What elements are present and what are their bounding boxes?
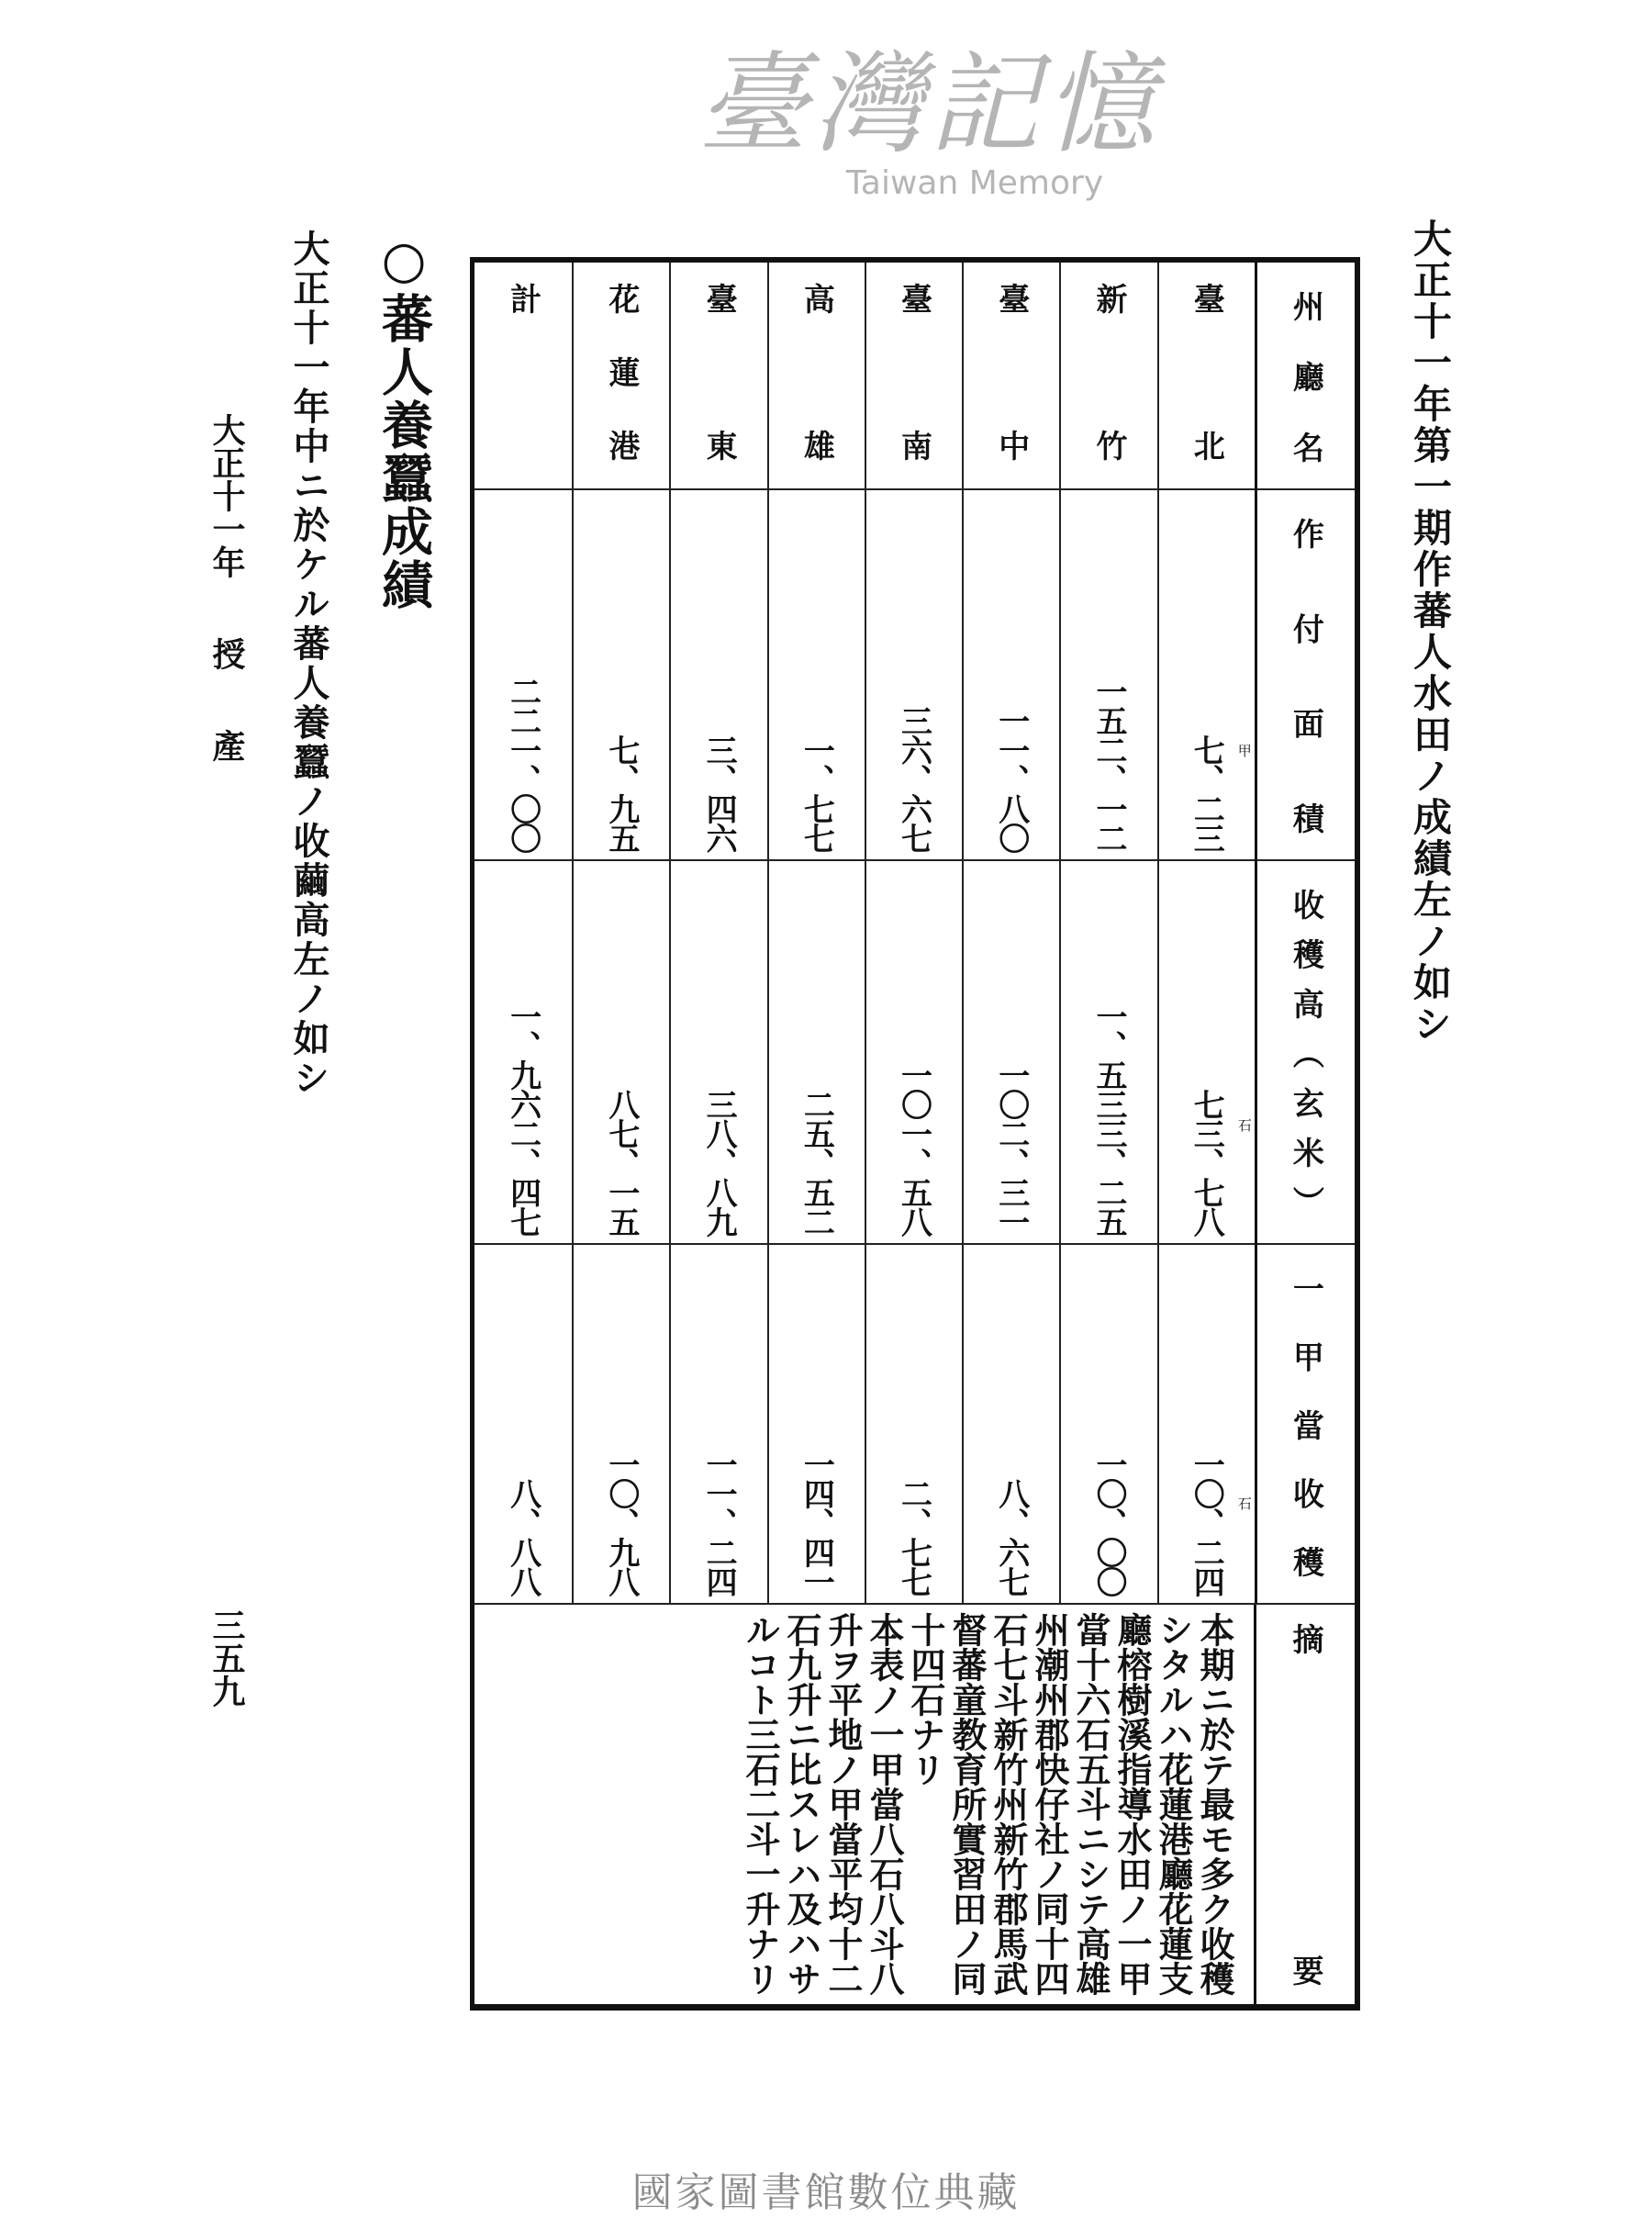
header-column xyxy=(1255,263,1355,1603)
table-column xyxy=(767,263,865,1603)
header-per-kou-cell xyxy=(1257,1245,1355,1603)
per-kou-value-cell xyxy=(1061,1245,1156,1603)
remarks-line: 石七斗新竹州新竹郡馬武 xyxy=(988,1612,1029,1996)
planted-area-value: 一一、八〇 xyxy=(992,705,1030,852)
table-column xyxy=(1157,263,1255,1603)
watermark-chinese: 臺灣記憶 xyxy=(698,41,1160,169)
harvest-value: 一、五三三、二五 xyxy=(1089,1001,1127,1236)
table-column xyxy=(572,263,669,1603)
prefecture-name-cell xyxy=(574,263,669,490)
watermark-english: Taiwan Memory xyxy=(845,164,1104,202)
remarks-text xyxy=(740,1612,1235,1996)
per-kou-value-cell xyxy=(769,1245,865,1603)
remarks-line: 廳榕樹溪指導水田ノ一甲 xyxy=(1111,1612,1153,1996)
harvest-value: 八七、一五 xyxy=(602,1089,640,1236)
per-kou-value-cell xyxy=(866,1245,962,1603)
header-harvest-cell xyxy=(1257,861,1355,1245)
harvest-value: 三八、八九 xyxy=(700,1089,738,1236)
planted-area-value: 七、九五 xyxy=(602,734,640,852)
harvest-value-cell xyxy=(574,861,669,1245)
section-subtitle: 大正十一年中ニ於ケル蕃人養蠶ノ收繭高左ノ如シ xyxy=(287,230,330,1098)
harvest-value-cell xyxy=(1061,861,1156,1245)
planted-area-value: 三六、六七 xyxy=(895,705,932,852)
prefecture-name: 臺中 xyxy=(992,283,1030,461)
remarks-line: 本期ニ於テ最モ多ク收穫 xyxy=(1194,1612,1235,1996)
harvest-value-cell xyxy=(866,861,962,1245)
header-remarks-cell xyxy=(1254,1605,1355,2004)
planted-area-value: 七、二三 xyxy=(1188,734,1225,852)
remarks-line: 州潮州郡快仔社ノ同十四 xyxy=(1029,1612,1070,1996)
remarks-line: 升ヲ平地ノ甲當平均十二 xyxy=(822,1612,864,1996)
header-remarks: 摘要 xyxy=(1287,1623,1323,1986)
table-column xyxy=(962,263,1059,1603)
planted-area-value: 二二一、〇〇 xyxy=(504,676,541,852)
remarks-line: 本表ノ一甲當八石八斗八 xyxy=(864,1612,905,1996)
harvest-value: 一〇二、三一 xyxy=(992,1059,1030,1236)
unit-label: 石 xyxy=(1237,1117,1252,1134)
harvest-value: 一〇一、五八 xyxy=(895,1059,932,1236)
remarks-line: 督蕃童教育所實習田ノ同 xyxy=(946,1612,988,1996)
header-prefecture-cell xyxy=(1257,263,1355,490)
harvest-value-cell xyxy=(671,861,766,1245)
harvest-value-cell xyxy=(769,861,865,1245)
per-kou-value-cell xyxy=(671,1245,766,1603)
prefecture-name: 花蓮港 xyxy=(602,283,640,461)
header-planted-area: 作付面積 xyxy=(1287,518,1324,834)
planted-area-value-cell xyxy=(1159,490,1255,861)
per-kou-value-cell xyxy=(474,1245,572,1603)
per-kou-value: 一四、四一 xyxy=(798,1449,835,1596)
table-column xyxy=(474,263,572,1603)
footer-watermark: 國家圖書館數位典藏 xyxy=(631,2169,1021,2216)
per-kou-value: 一〇、〇〇 xyxy=(1089,1449,1127,1596)
per-kou-value-cell xyxy=(964,1245,1059,1603)
header-per-kou: 一甲當收穫 xyxy=(1287,1272,1324,1577)
table-column xyxy=(1059,263,1156,1603)
prefecture-name-cell xyxy=(866,263,962,490)
remarks-line: 石九升ニ比スレハ及ハサ xyxy=(781,1612,822,1996)
prefecture-name: 臺南 xyxy=(895,283,932,461)
section-title: ○蕃人養蠶成績 xyxy=(374,230,434,611)
planted-area-value-cell xyxy=(769,490,865,861)
per-kou-value: 八、八八 xyxy=(504,1478,541,1596)
harvest-value: 七三、七八 xyxy=(1188,1089,1225,1236)
planted-area-value-cell xyxy=(671,490,766,861)
harvest-value-cell xyxy=(1159,861,1255,1245)
watermark-logo xyxy=(698,41,1160,202)
header-harvest: 收穫高（玄米） xyxy=(1287,889,1324,1217)
prefecture-name-cell xyxy=(671,263,766,490)
per-kou-value-cell xyxy=(574,1245,669,1603)
table-column xyxy=(669,263,766,1603)
running-header-year: 大正十一年 xyxy=(207,413,246,578)
harvest-value-cell xyxy=(474,861,572,1245)
planted-area-value-cell xyxy=(866,490,962,861)
remarks-line: 當十六石五斗ニシテ高雄 xyxy=(1070,1612,1111,1996)
harvest-value-cell xyxy=(964,861,1059,1245)
prefecture-name: 新竹 xyxy=(1089,283,1127,461)
per-kou-value: 一〇、九八 xyxy=(602,1449,640,1596)
prefecture-name-cell xyxy=(1061,263,1156,490)
prefecture-name: 高雄 xyxy=(798,283,835,461)
prefecture-name-cell xyxy=(1159,263,1255,490)
per-kou-value: 八、六七 xyxy=(992,1478,1030,1596)
planted-area-value: 一五二、一二 xyxy=(1089,676,1127,852)
per-kou-value: 一〇、二四 xyxy=(1188,1449,1225,1596)
per-kou-value-cell xyxy=(1159,1245,1255,1603)
running-header-part2: 產 xyxy=(207,729,246,762)
planted-area-value: 一、七七 xyxy=(798,734,835,852)
running-header-part1: 授 xyxy=(207,637,246,670)
remarks-line: ルコト三石二斗一升ナリ xyxy=(740,1612,781,1996)
remarks-cell xyxy=(474,1605,1254,2004)
per-kou-value: 二、七七 xyxy=(895,1478,932,1596)
table-column xyxy=(865,263,962,1603)
planted-area-value: 三、四六 xyxy=(700,734,738,852)
rice-paddy-results-table xyxy=(470,257,1360,2011)
header-planted-area-cell xyxy=(1257,490,1355,861)
prefecture-name: 臺東 xyxy=(700,283,738,461)
prefecture-name-cell xyxy=(769,263,865,490)
unit-label: 石 xyxy=(1237,1495,1252,1512)
header-prefecture: 州廳名 xyxy=(1287,290,1324,463)
page-number: 三五九 xyxy=(207,1608,246,1708)
harvest-value: 二五、五二 xyxy=(798,1089,835,1236)
remarks-row xyxy=(474,1603,1355,2004)
prefecture-name: 計 xyxy=(504,283,541,314)
prefecture-name-cell xyxy=(964,263,1059,490)
table-body xyxy=(474,263,1355,1603)
running-header xyxy=(204,413,251,762)
prefecture-name-cell xyxy=(474,263,572,490)
planted-area-value-cell xyxy=(964,490,1059,861)
prefecture-name: 臺北 xyxy=(1188,283,1225,461)
planted-area-value-cell xyxy=(574,490,669,861)
remarks-line: シタルハ花蓮港廳花蓮支 xyxy=(1153,1612,1194,1996)
per-kou-value: 一一、二四 xyxy=(700,1449,738,1596)
table-title: 大正十一年第一期作蕃人水田ノ成績左ノ如シ xyxy=(1408,218,1453,1045)
planted-area-value-cell xyxy=(474,490,572,861)
unit-label: 甲 xyxy=(1237,743,1252,759)
harvest-value: 一、九六二、四七 xyxy=(504,1001,541,1236)
remarks-line: 十四石ナリ xyxy=(905,1612,946,1787)
planted-area-value-cell xyxy=(1061,490,1156,861)
